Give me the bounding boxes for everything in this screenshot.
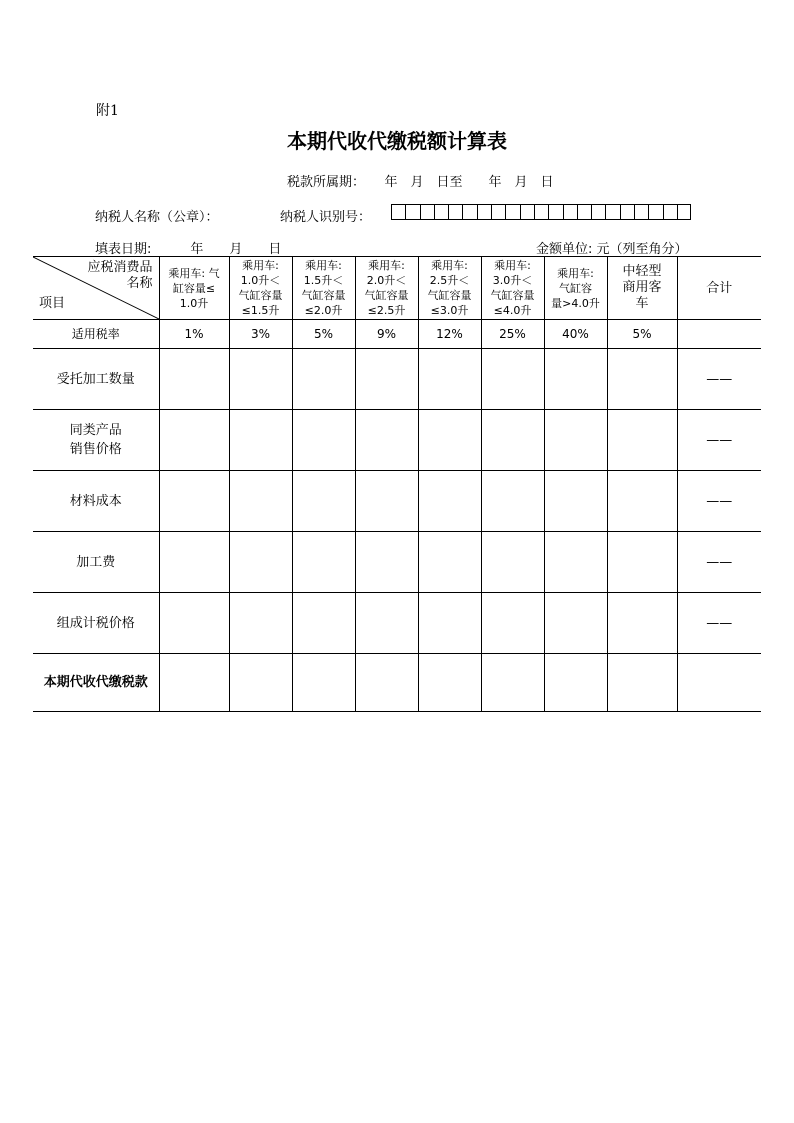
rate-value-cell: 3% <box>229 320 292 349</box>
id-digit-box[interactable] <box>591 204 605 220</box>
input-cell[interactable] <box>159 410 229 471</box>
input-cell[interactable] <box>292 471 355 532</box>
final-input-cell[interactable] <box>355 654 418 712</box>
input-cell[interactable] <box>418 532 481 593</box>
input-cell[interactable] <box>355 593 418 654</box>
row-total-cell: —— <box>677 471 761 532</box>
input-cell[interactable] <box>607 410 677 471</box>
final-tax-row <box>33 654 761 712</box>
column-header-line: 气缸容量 <box>490 289 535 302</box>
taxpayer-id-boxes[interactable] <box>391 204 691 220</box>
column-header-cell <box>418 257 481 320</box>
input-cell[interactable] <box>481 410 544 471</box>
rate-value-cell: 12% <box>418 320 481 349</box>
final-input-cell[interactable] <box>418 654 481 712</box>
table-row <box>33 349 761 410</box>
rate-value-cell: 1% <box>159 320 229 349</box>
input-cell[interactable] <box>159 471 229 532</box>
column-header-line: ≤1.5升 <box>241 304 280 317</box>
row-label-cell <box>33 410 159 471</box>
row-label-line: 组成计税价格 <box>56 615 135 631</box>
input-cell[interactable] <box>544 410 607 471</box>
column-header-cell <box>481 257 544 320</box>
id-digit-box[interactable] <box>405 204 419 220</box>
column-header-line: 乘用车: <box>557 266 594 280</box>
column-header-cell <box>292 257 355 320</box>
id-digit-box[interactable] <box>548 204 562 220</box>
input-cell[interactable] <box>159 593 229 654</box>
id-digit-box[interactable] <box>563 204 577 220</box>
column-header-line: 3.0升＜ <box>492 274 533 287</box>
input-cell[interactable] <box>355 410 418 471</box>
input-cell[interactable] <box>607 471 677 532</box>
page-title: 本期代收代缴税额计算表 <box>287 129 507 153</box>
corner-item-label: 项目 <box>39 296 66 311</box>
row-label-cell <box>33 532 159 593</box>
table-row <box>33 532 761 593</box>
column-header-line: 乘用车: <box>431 259 468 272</box>
id-digit-box[interactable] <box>663 204 677 220</box>
column-header-line: 1.5升＜ <box>303 274 344 287</box>
column-header-line: 车 <box>635 296 649 311</box>
input-cell[interactable] <box>355 349 418 410</box>
attachment-label: 附1 <box>96 103 119 119</box>
row-label-line: 加工费 <box>76 554 116 570</box>
input-cell[interactable] <box>229 349 292 410</box>
rate-row-label: 适用税率 <box>33 320 159 349</box>
corner-header-cell <box>33 257 159 320</box>
final-input-cell[interactable] <box>607 654 677 712</box>
input-cell[interactable] <box>607 349 677 410</box>
input-cell[interactable] <box>481 471 544 532</box>
input-cell[interactable] <box>292 410 355 471</box>
final-input-cell[interactable] <box>292 654 355 712</box>
rate-value-cell: 9% <box>355 320 418 349</box>
input-cell[interactable] <box>418 471 481 532</box>
column-header-line: 量>4.0升 <box>551 296 600 310</box>
input-cell[interactable] <box>544 593 607 654</box>
input-cell[interactable] <box>418 410 481 471</box>
table-row <box>33 410 761 471</box>
id-digit-box[interactable] <box>434 204 448 220</box>
column-header-line: 1.0升 <box>179 296 209 310</box>
input-cell[interactable] <box>292 349 355 410</box>
rate-value-cell: 5% <box>607 320 677 349</box>
input-cell[interactable] <box>607 593 677 654</box>
column-header-line: 气缸容量 <box>427 289 472 302</box>
input-cell[interactable] <box>292 532 355 593</box>
column-header-line: 乘用车: <box>242 259 279 272</box>
id-digit-box[interactable] <box>391 204 405 220</box>
column-header-line: 乘用车: <box>368 259 405 272</box>
taxpayer-name-label: 纳税人名称（公章）： <box>95 210 219 225</box>
id-digit-box[interactable] <box>634 204 648 220</box>
corner-product-label: 应税消费品 名称 <box>87 260 153 291</box>
id-digit-box[interactable] <box>620 204 634 220</box>
input-cell[interactable] <box>355 471 418 532</box>
table-row <box>33 593 761 654</box>
id-digit-box[interactable] <box>605 204 619 220</box>
final-total-cell[interactable] <box>677 654 761 712</box>
input-cell[interactable] <box>481 593 544 654</box>
amount-unit-label: 金额单位: 元（列至角分） <box>536 242 688 257</box>
row-label-cell <box>33 349 159 410</box>
id-digit-box[interactable] <box>477 204 491 220</box>
input-cell[interactable] <box>292 593 355 654</box>
row-total-cell: —— <box>677 349 761 410</box>
tax-calculation-table <box>33 256 761 712</box>
id-digit-box[interactable] <box>577 204 591 220</box>
final-input-cell[interactable] <box>481 654 544 712</box>
row-total-cell: —— <box>677 593 761 654</box>
column-header-line: 商用客 <box>622 280 662 295</box>
input-cell[interactable] <box>229 410 292 471</box>
column-header-line: 1.0升＜ <box>240 274 281 287</box>
input-cell[interactable] <box>544 471 607 532</box>
row-label-line: 销售价格 <box>69 442 122 457</box>
column-header-line: 缸容量≤ <box>172 281 216 295</box>
input-cell[interactable] <box>355 532 418 593</box>
fill-date-line: 填表日期: 年 月 日 <box>95 242 282 257</box>
row-label-line: 材料成本 <box>69 493 122 509</box>
column-header-line: ≤2.0升 <box>304 304 343 317</box>
input-cell[interactable] <box>159 349 229 410</box>
id-digit-box[interactable] <box>491 204 505 220</box>
column-header-line: 乘用车: 气 <box>168 266 220 280</box>
column-header-line: 气缸容量 <box>238 289 283 302</box>
column-header-line: 气缸容量 <box>301 289 346 302</box>
id-digit-box[interactable] <box>448 204 462 220</box>
id-digit-box[interactable] <box>420 204 434 220</box>
column-header-line: 气缸容 <box>559 281 592 295</box>
id-digit-box[interactable] <box>520 204 534 220</box>
rate-value-cell: 5% <box>292 320 355 349</box>
tax-period-line: 税款所属期： 年 月 日至 年 月 日 <box>287 175 554 190</box>
row-label-cell <box>33 593 159 654</box>
final-input-cell[interactable] <box>159 654 229 712</box>
total-header-cell: 合计 <box>677 257 761 320</box>
input-cell[interactable] <box>418 593 481 654</box>
column-header-cell <box>229 257 292 320</box>
input-cell[interactable] <box>607 532 677 593</box>
rate-total-cell[interactable] <box>677 320 761 349</box>
rate-value-cell: 25% <box>481 320 544 349</box>
final-input-cell[interactable] <box>229 654 292 712</box>
row-label-line: 受托加工数量 <box>56 371 135 387</box>
input-cell[interactable] <box>544 532 607 593</box>
row-label-line: 同类产品 <box>69 423 122 438</box>
taxpayer-id-label: 纳税人识别号： <box>280 210 372 225</box>
column-header-line: 中轻型 <box>622 264 662 279</box>
id-digit-box[interactable] <box>462 204 476 220</box>
column-header-line: ≤2.5升 <box>367 304 406 317</box>
input-cell[interactable] <box>418 349 481 410</box>
column-header-line: ≤3.0升 <box>430 304 469 317</box>
row-total-cell: —— <box>677 410 761 471</box>
id-digit-box[interactable] <box>648 204 662 220</box>
input-cell[interactable] <box>229 471 292 532</box>
column-header-line: 乘用车: <box>305 259 342 272</box>
input-cell[interactable] <box>229 532 292 593</box>
column-header-cell <box>159 257 229 320</box>
id-digit-box[interactable] <box>677 204 691 220</box>
row-label-cell <box>33 471 159 532</box>
rate-value-cell: 40% <box>544 320 607 349</box>
input-cell[interactable] <box>229 593 292 654</box>
final-input-cell[interactable] <box>544 654 607 712</box>
column-header-line: 乘用车: <box>494 259 531 272</box>
column-header-line: 2.5升＜ <box>429 274 470 287</box>
header-row <box>33 257 761 320</box>
id-digit-box[interactable] <box>505 204 519 220</box>
input-cell[interactable] <box>159 532 229 593</box>
final-row-label: 本期代收代缴税款 <box>33 654 159 712</box>
table-row <box>33 471 761 532</box>
row-total-cell: —— <box>677 532 761 593</box>
id-digit-box[interactable] <box>534 204 548 220</box>
rate-row <box>33 320 761 349</box>
column-header-line: 2.0升＜ <box>366 274 407 287</box>
input-cell[interactable] <box>481 349 544 410</box>
input-cell[interactable] <box>544 349 607 410</box>
column-header-cell <box>355 257 418 320</box>
column-header-cell <box>607 257 677 320</box>
column-header-line: ≤4.0升 <box>493 304 532 317</box>
input-cell[interactable] <box>481 532 544 593</box>
column-header-cell <box>544 257 607 320</box>
column-header-line: 气缸容量 <box>364 289 409 302</box>
